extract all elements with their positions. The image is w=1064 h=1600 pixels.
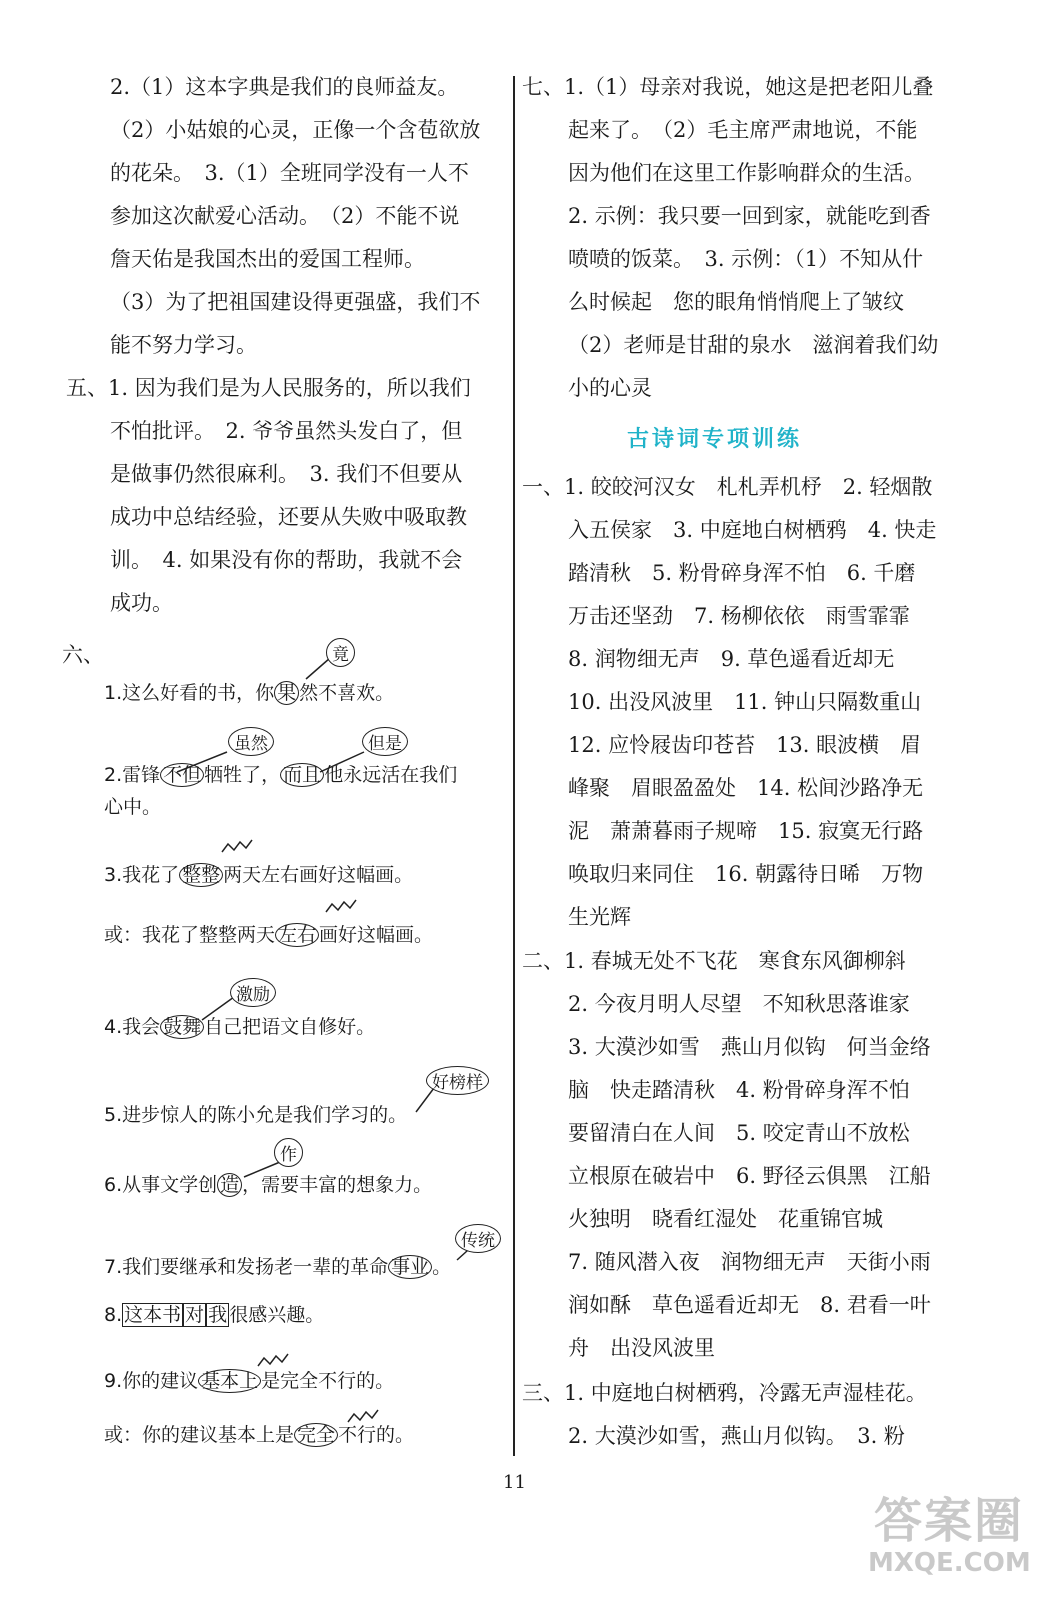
correction-note: 虽然 — [228, 727, 274, 756]
circled-word: 果 — [274, 681, 299, 705]
circled-word: 而且 — [280, 763, 324, 787]
sentence-item: 2.雷锋 不但 牺牲了， 而且 他永远活在我们 — [104, 764, 458, 786]
sentence-item: 9.你的建议 基本上 是完全不行的。 — [104, 1370, 395, 1392]
page-number: 11 — [503, 1472, 526, 1493]
correction-note: 好榜样 — [426, 1066, 489, 1095]
text-line: 3. 大漠沙如雪 燕山月似钩 何当金络 — [568, 1035, 931, 1059]
text-line: 10. 出没风波里 11. 钟山只隔数重山 — [568, 690, 922, 714]
text-line: 二、1. 春城无处不飞花 寒食东风御柳斜 — [522, 949, 906, 973]
watermark-logo-text: 答案圈 — [874, 1493, 1025, 1549]
correction-note: 但是 — [362, 727, 408, 756]
boxed-word: 对 — [185, 1304, 205, 1326]
text-line: 12. 应怜屐齿印苍苔 13. 眼波横 眉 — [568, 733, 922, 757]
text-line: 成功。 — [110, 591, 173, 615]
circled-word: 完全 — [294, 1423, 338, 1447]
text-line: 小的心灵 — [568, 376, 652, 400]
correction-note: 传统 — [455, 1224, 501, 1253]
text-line: 因为他们在这里工作影响群众的生活。 — [568, 161, 925, 185]
boxed-word: 这本书 — [124, 1304, 182, 1326]
section-six-label: 六、 — [62, 643, 104, 667]
correction-note: 竟 — [326, 638, 355, 667]
text-line: 三、1. 中庭地白树栖鸦，冷露无声湿桂花。 — [522, 1381, 927, 1405]
sentence-item: 或：你的建议基本上是 完全 不行的。 — [104, 1424, 415, 1446]
text-line: 入五侯家 3. 中庭地白树栖鸦 4. 快走 — [568, 518, 937, 542]
text-line: 唤取归来同住 16. 朝露待日晞 万物 — [568, 862, 924, 886]
column-divider — [513, 76, 515, 1456]
text-line: 润如酥 草色遥看近却无 8. 君看一叶 — [568, 1293, 931, 1317]
text-line: 泥 萧萧暮雨子规啼 15. 寂寞无行路 — [568, 819, 924, 843]
text-line: 生光辉 — [568, 905, 631, 929]
correction-note: 激励 — [230, 978, 276, 1007]
text-line: 2. 大漠沙如雪，燕山月似钩。 3. 粉 — [568, 1424, 905, 1448]
text-line: （2）老师是甘甜的泉水 滋润着我们幼 — [568, 333, 939, 357]
sentence-item: 3.我花了 整整 两天左右画好这幅画。 — [104, 864, 414, 886]
circled-word: 整整 — [179, 863, 223, 887]
text-line: 詹天佑是我国杰出的爱国工程师。 — [110, 247, 425, 271]
text-line: （2）小姑娘的心灵，正像一个含苞欲放 — [110, 118, 481, 142]
circled-word: 造 — [217, 1173, 242, 1197]
text-line: 一、1. 皎皎河汉女 札札弄机杼 2. 轻烟散 — [522, 475, 933, 499]
text-line: 2. 示例：我只要一回到家，就能吃到香 — [568, 204, 931, 228]
text-line: 训。 4. 如果没有你的帮助，我就不会 — [110, 548, 463, 572]
text-line: （3）为了把祖国建设得更强盛，我们不 — [110, 290, 481, 314]
text-line: 火独明 晓看红湿处 花重锦官城 — [568, 1207, 883, 1231]
circled-word: 不但 — [160, 763, 204, 787]
sentence-item: 7.我们要继承和发扬老一辈的革命 事业 。 — [104, 1256, 452, 1278]
text-line: 脑 快走踏清秋 4. 粉骨碎身浑不怕 — [568, 1078, 910, 1102]
boxed-word: 我 — [208, 1304, 228, 1326]
sentence-item: 或：我花了整整两天 左右 画好这幅画。 — [104, 924, 434, 946]
sentence-item: 5.进步惊人的陈小允是我们学习的。 — [104, 1104, 408, 1126]
text-line: 么时候起 您的眼角悄悄爬上了皱纹 — [568, 290, 904, 314]
text-line: 喷喷的饭菜。 3. 示例：（1）不知从什 — [568, 247, 924, 271]
text-line: 不怕批评。 2. 爷爷虽然头发白了，但 — [110, 419, 463, 443]
text-line: 踏清秋 5. 粉骨碎身浑不怕 6. 千磨 — [568, 561, 916, 585]
text-line: 2. 今夜月明人尽望 不知秋思落谁家 — [568, 992, 910, 1016]
text-line: 舟 出没风波里 — [568, 1336, 715, 1360]
text-line: 2.（1）这本字典是我们的良师益友。 — [110, 75, 459, 99]
text-line: 8. 润物细无声 9. 草色遥看近却无 — [568, 647, 895, 671]
text-line: 是做事仍然很麻利。 3. 我们不但要从 — [110, 462, 463, 486]
sentence-item: 8. 这本书 对 我 很感兴趣。 — [104, 1304, 325, 1326]
circled-word: 基本上 — [198, 1369, 261, 1393]
sentence-item: 4.我会 鼓舞 自己把语文自修好。 — [104, 1016, 376, 1038]
text-line: 起来了。 （2）毛主席严肃地说，不能 — [568, 118, 918, 142]
text-line: 的花朵。 3.（1）全班同学没有一人不 — [110, 161, 469, 185]
sentence-item: 6.从事文学创 造 ，需要丰富的想象力。 — [104, 1174, 433, 1196]
text-line: 立根原在破岩中 6. 野径云俱黑 江船 — [568, 1164, 931, 1188]
circled-word: 事业 — [388, 1255, 432, 1279]
text-line: 万击还坚劲 7. 杨柳依依 雨雪霏霏 — [568, 604, 910, 628]
circled-word: 鼓舞 — [160, 1015, 204, 1039]
watermark-url: MXQE.COM — [868, 1548, 1031, 1578]
correction-note: 作 — [274, 1138, 303, 1167]
text-line: 参加这次献爱心活动。 （2）不能不说 — [110, 204, 460, 228]
text-line: 能不努力学习。 — [110, 333, 257, 357]
section-title: 古诗词专项训练 — [627, 426, 803, 452]
sentence-continuation: 心中。 — [104, 796, 162, 818]
circled-word: 左右 — [275, 923, 319, 947]
text-line: 要留清白在人间 5. 咬定青山不放松 — [568, 1121, 910, 1145]
text-line: 成功中总结经验，还要从失败中吸取教 — [110, 505, 467, 529]
text-line: 峰聚 眉眼盈盈处 14. 松间沙路净无 — [568, 776, 924, 800]
text-line: 7. 随风潜入夜 润物细无声 天街小雨 — [568, 1250, 931, 1274]
sentence-item: 1.这么好看的书，你 果 然不喜欢。 — [104, 682, 395, 704]
text-line: 五、1. 因为我们是为人民服务的，所以我们 — [66, 376, 471, 400]
text-line: 七、1.（1）母亲对我说，她这是把老阳儿叠 — [522, 75, 934, 99]
watermark — [860, 1482, 1050, 1592]
